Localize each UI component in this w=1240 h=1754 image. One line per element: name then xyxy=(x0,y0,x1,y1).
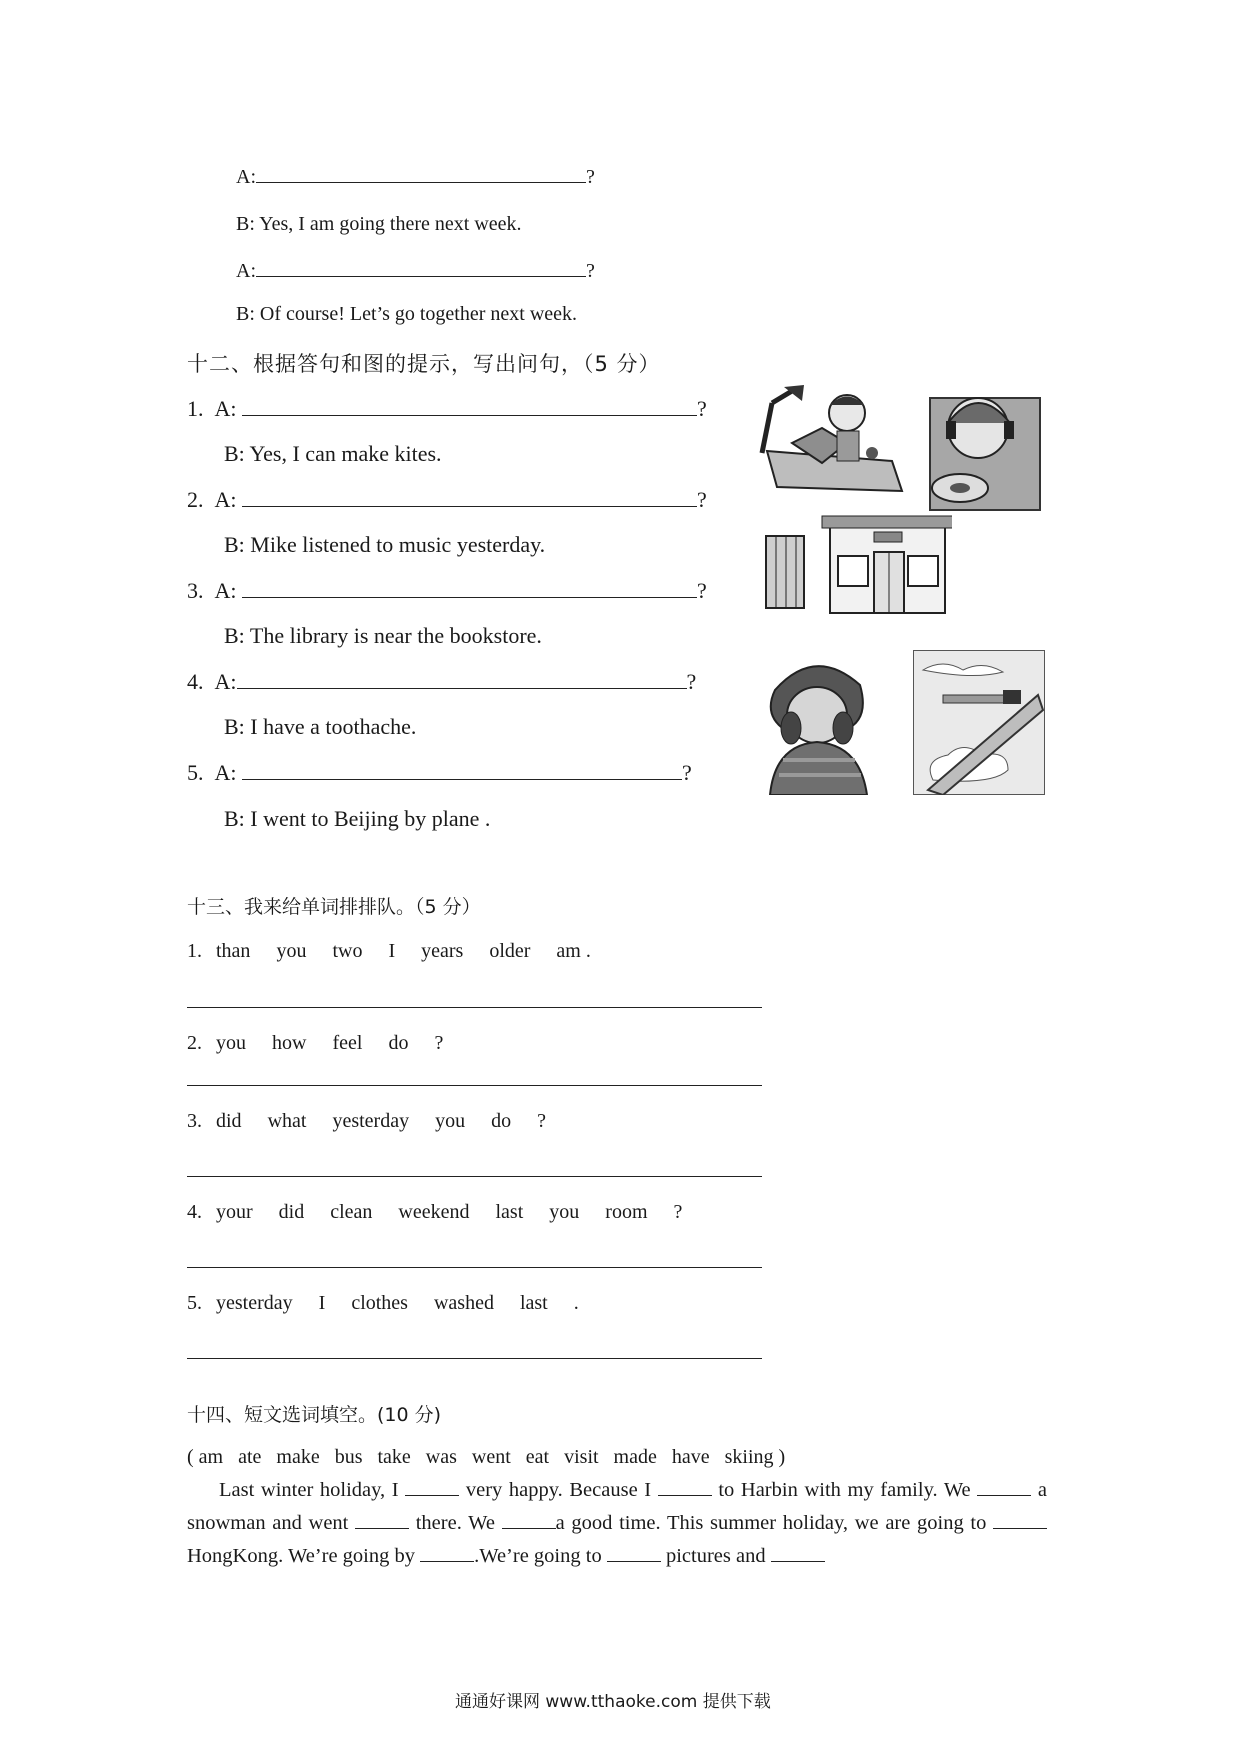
s13-item-5: 5. yesterday I clothes washed last . xyxy=(187,1292,579,1314)
passage-text: HongKong. We’re going by xyxy=(187,1545,421,1567)
library-bookstore-picture xyxy=(762,512,952,617)
s12-answer-3: B: The library is near the bookstore. xyxy=(224,623,542,648)
s13-item-3: 3. did what yesterday you do ? xyxy=(187,1110,546,1132)
passage-blank[interactable] xyxy=(977,1479,1031,1496)
passage-text: very happy. Because I xyxy=(459,1479,658,1501)
answer-blank[interactable] xyxy=(237,670,687,689)
s12-answer-4: B: I have a toothache. xyxy=(224,714,417,739)
passage-text: a snowman and went xyxy=(187,1479,1047,1534)
section12-heading: 十二、根据答句和图的提示，写出问句，（5 分） xyxy=(187,352,661,376)
s12-answer-1: B: Yes, I can make kites. xyxy=(224,441,442,466)
answer-blank[interactable] xyxy=(242,488,697,507)
section13-heading: 十三、我来给单词排排队。（5 分） xyxy=(187,896,481,918)
s13-answer-line-1[interactable] xyxy=(187,1007,762,1008)
s13-item-2: 2. you how feel do ? xyxy=(187,1032,444,1054)
s12-question-1: 1. A: ? xyxy=(187,396,707,421)
answer-blank[interactable] xyxy=(256,164,586,183)
section14-heading: 十四、短文选词填空。(10 分) xyxy=(187,1404,442,1426)
passage-text: pictures and xyxy=(660,1545,771,1567)
s12-question-5: 5. A: ? xyxy=(187,760,692,785)
dialog-line-3: A: ? xyxy=(236,260,595,282)
passage-text: .We’re going to xyxy=(474,1545,607,1567)
s13-item-1: 1. than you two I years older am . xyxy=(187,940,591,962)
s12-question-3: 3. A: ? xyxy=(187,578,707,603)
passage-blank[interactable] xyxy=(405,1479,459,1496)
passage-text: to Harbin with my family. We xyxy=(711,1479,978,1501)
passage-text: Last winter holiday, I xyxy=(219,1479,406,1501)
passage-blank[interactable] xyxy=(502,1512,556,1529)
dialog-line-1: A: ? xyxy=(236,166,595,188)
s12-question-2: 2. A: ? xyxy=(187,487,707,512)
s13-answer-line-3[interactable] xyxy=(187,1176,762,1177)
dialog-line-4: B: Of course! Let’s go together next week. xyxy=(236,303,578,325)
answer-blank[interactable] xyxy=(242,761,682,780)
answer-blank[interactable] xyxy=(256,258,586,277)
s13-item-4: 4. your did clean weekend last you room ? xyxy=(187,1201,683,1223)
s12-answer-2: B: Mike listened to music yesterday. xyxy=(224,532,546,557)
s13-answer-line-5[interactable] xyxy=(187,1358,762,1359)
passage-blank[interactable] xyxy=(607,1545,661,1562)
word-bank: ( am ate make bus take was went eat visit made have skiing ) xyxy=(187,1446,786,1468)
passage-text: there. We xyxy=(409,1512,502,1534)
footer-text: 通通好课网 www.tthaoke.com 提供下载 xyxy=(455,1692,771,1712)
s12-answer-5: B: I went to Beijing by plane . xyxy=(224,806,491,831)
answer-blank[interactable] xyxy=(242,579,697,598)
s12-question-4: 4. A: ? xyxy=(187,669,697,694)
passage-blank[interactable] xyxy=(420,1545,474,1562)
passage xyxy=(187,1474,1047,1573)
passage-blank[interactable] xyxy=(355,1512,409,1529)
s13-answer-line-4[interactable] xyxy=(187,1267,762,1268)
boy-making-kite-picture xyxy=(752,383,912,498)
boy-with-headphones-picture xyxy=(920,383,1045,513)
s13-answer-line-2[interactable] xyxy=(187,1085,762,1086)
toothache-child-picture xyxy=(755,650,885,795)
airplane-picture xyxy=(913,650,1045,795)
answer-blank[interactable] xyxy=(242,397,697,416)
passage-blank[interactable] xyxy=(771,1545,825,1562)
passage-text: a good time. This summer holiday, we are going to xyxy=(555,1512,994,1534)
passage-blank[interactable] xyxy=(658,1479,712,1496)
passage-blank[interactable] xyxy=(993,1512,1047,1529)
dialog-line-2: B: Yes, I am going there next week. xyxy=(236,213,522,235)
